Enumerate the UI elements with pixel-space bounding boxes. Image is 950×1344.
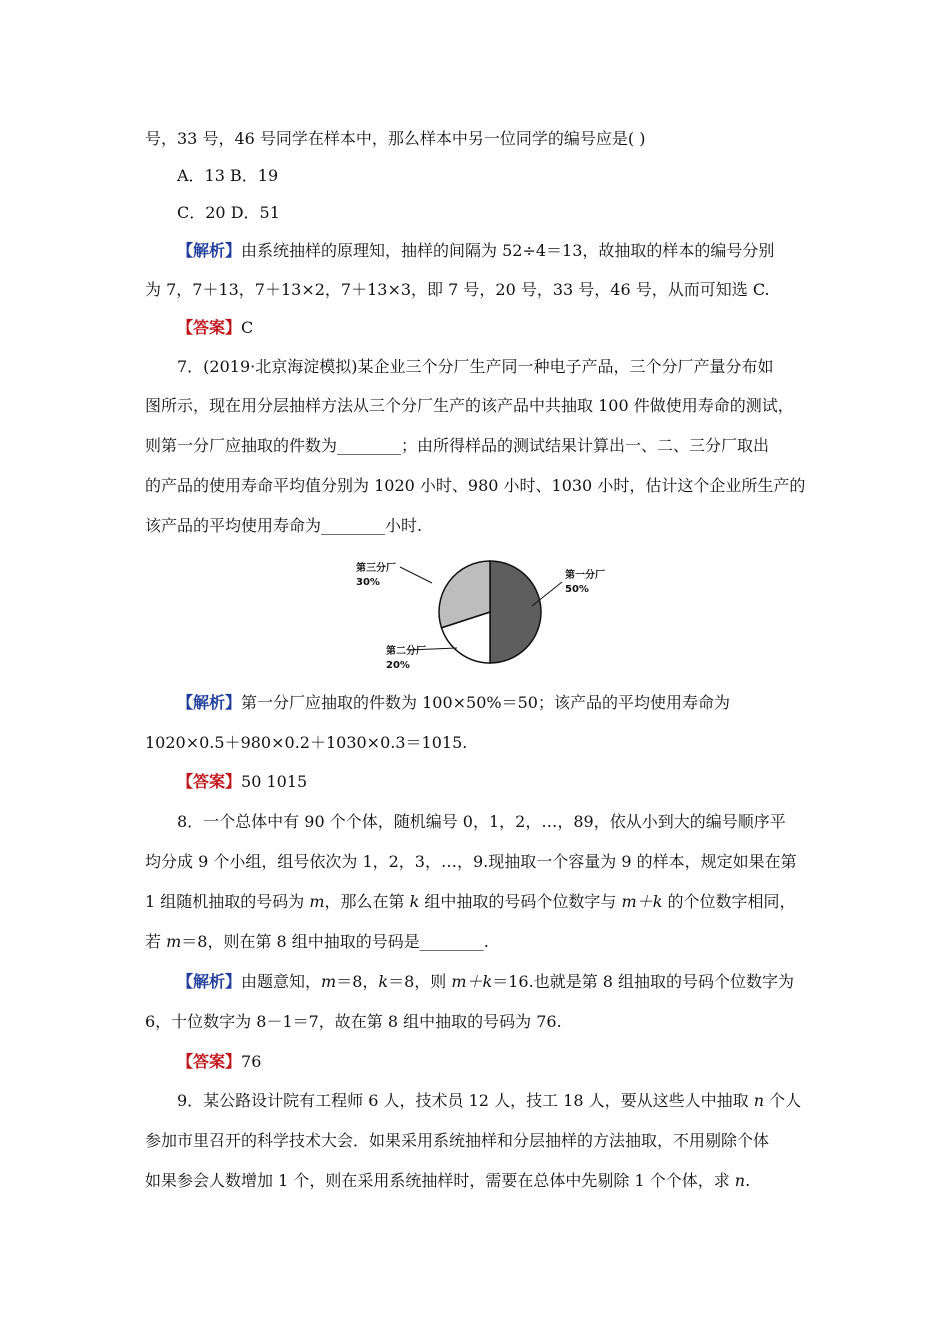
slice-label-first: 第一分厂 <box>565 570 605 581</box>
q7-text-line-5: 该产品的平均使用寿命为________小时. <box>145 516 423 535</box>
q8-text-line-2: 均分成 9 个小组，组号依次为 1，2，3，…，9.现抽取一个容量为 9 的样本，规定如果在第 <box>145 852 797 871</box>
q8-text-line-4: 若 m＝8，则在第 8 组中抽取的号码是________. <box>145 932 489 951</box>
q9-text-line-3: 如果参会人数增加 1 个，则在采用系统抽样时，需要在总体中先剔除 1 个个体，求 n. <box>145 1171 751 1190</box>
q9-text-line-2: 参加市里召开的科学技术大会．如果采用系统抽样和分层抽样的方法抽取，不用剔除个体 <box>145 1131 770 1150</box>
solution-tag: 【解析】 <box>177 693 242 712</box>
q6-solution-line-2: 为 7，7＋13，7＋13×2，7＋13×3，即 7 号，20 号，33 号，46 号，从而可知选 C. <box>145 280 770 299</box>
factory-share-pie-chart <box>350 550 605 675</box>
answer-text: 76 <box>241 1052 262 1071</box>
slice-label-third: 第三分厂 <box>356 563 396 574</box>
q8-answer-line <box>177 1051 261 1073</box>
answer-text: C <box>241 318 254 337</box>
answer-tag: 【答案】 <box>177 1052 242 1071</box>
solution-text: 由系统抽样的原理知，抽样的间隔为 52÷4＝13，故抽取的样本的编号分别 <box>241 241 775 260</box>
pie-slice-first-factory <box>490 561 541 663</box>
slice-percent-second: 20% <box>386 660 410 671</box>
q8-solution-line-2: 6，十位数字为 8－1＝7，故在第 8 组中抽取的号码为 76. <box>145 1012 562 1031</box>
q6-answer-line <box>177 317 253 339</box>
q7-text-line-2: 图所示，现在用分层抽样方法从三个分厂生产的该产品中共抽取 100 件做使用寿命的测试， <box>145 396 794 415</box>
q7-solution-line-2: 1020×0.5＋980×0.2＋1030×0.3＝1015. <box>145 733 468 752</box>
answer-tag: 【答案】 <box>177 318 242 337</box>
q6-options-cd: C．20 D．51 <box>177 203 280 222</box>
solution-tag: 【解析】 <box>177 972 242 991</box>
solution-tag: 【解析】 <box>177 241 242 260</box>
q6-solution-line <box>177 240 774 262</box>
answer-text: 50 1015 <box>241 772 308 791</box>
q7-text-line-1: 7．(2019·北京海淀模拟)某企业三个分厂生产同一种电子产品，三个分厂产量分布如 <box>177 357 774 376</box>
answer-tag: 【答案】 <box>177 772 242 791</box>
q6-options-ab: A．13 B．19 <box>177 166 279 185</box>
q7-text-line-4: 的产品的使用寿命平均值分别为 1020 小时、980 小时、1030 小时，估计这个企业所生产的 <box>145 476 806 495</box>
q7-text-line-3: 则第一分厂应抽取的件数为________；由所得样品的测试结果计算出一、二、三分厂取出 <box>145 436 770 455</box>
q6-text-line: 号，33 号，46 号同学在样本中，那么样本中另一位同学的编号应是( ) <box>145 129 646 148</box>
q8-solution-line: 【解析】由题意知，m＝8，k＝8，则 m＋k＝16.也就是第 8 组抽取的号码个位数字为 <box>177 972 795 991</box>
slice-percent-third: 30% <box>356 577 380 588</box>
slice-percent-first: 50% <box>565 584 589 595</box>
solution-text: 第一分厂应抽取的件数为 100×50%＝50；该产品的平均使用寿命为 <box>241 693 730 712</box>
q9-text-line-1: 9．某公路设计院有工程师 6 人，技术员 12 人，技工 18 人，要从这些人中抽取 n 个人 <box>177 1091 802 1110</box>
q7-answer-line <box>177 771 307 793</box>
slice-label-second: 第二分厂 <box>386 646 426 657</box>
leader-line-third <box>400 567 432 583</box>
q7-solution-line <box>177 692 730 714</box>
q8-text-line-3: 1 组随机抽取的号码为 m，那么在第 k 组中抽取的号码个位数字与 m＋k 的个位数字相同， <box>145 892 796 911</box>
q8-text-line-1: 8．一个总体中有 90 个个体，随机编号 0，1，2，…，89，依从小到大的编号顺序平 <box>177 812 786 831</box>
